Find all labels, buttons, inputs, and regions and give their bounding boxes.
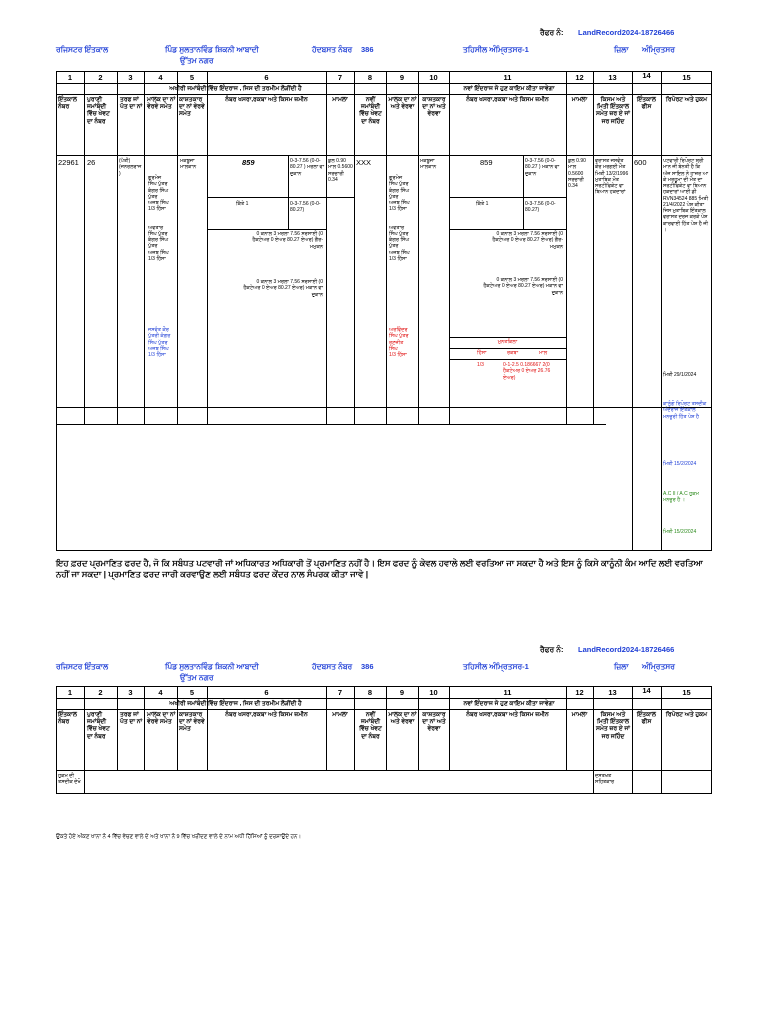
new-area-entry-2: 0-3-7.56 (0-0-80.27) <box>525 201 556 214</box>
hadbast-label: ਹੱਦਬਸਤ ਨੰਬਰ <box>312 45 353 54</box>
officer-order-date: ਮਿਤੀ 15/2/2024 <box>663 529 697 535</box>
new-khasra-number: 859 <box>480 158 493 167</box>
col-num: 12 <box>575 73 584 82</box>
col-num: 1 <box>67 73 73 82</box>
transfer-area: 0-1-2.5 0.186667 2(0 ਹੈਕਟੇਅਰ 0 ਏਅਰ 26.76 ਏਅਰ) <box>503 362 551 381</box>
header-taraf: ਤਰਫ ਜਾਂ ਪੱਤ ਦਾ ਨਾਂ <box>120 97 143 111</box>
header-mutation-type: ਕਿਸਮ ਅਤੇ ਮਿਤੀ ਇੰਤਕਾਲ ਸਮੇਤ ਜ਼ਰ ਏ ਜਾਂ ਜਰ ਜਹਿੰਦ <box>595 97 631 125</box>
col-num: 7 <box>337 688 343 697</box>
header-cultivator: ਕਾਸ਼ਤਕਾਰ ਦਾ ਨਾਂ ਵੇਰਵੇ ਸਮੇਤ <box>179 97 205 118</box>
new-owner-list-red: ਅਰਵਿੰਦਰ ਸਿੰਘ ਪੁੱਤਰ ਰਣਜੀਤ ਸਿੰਘ 1/3 ਹਿੱਸਾ <box>389 327 409 358</box>
header-khasra: ਨੰਬਰ ਖਸਰਾ,ਰਕਬਾ ਅਤੇ ਕਿਸਮ ਜ਼ਮੀਨ <box>225 712 308 718</box>
header-fee: ਇੰਤਕਾਲ ਫੀਸ <box>637 712 656 726</box>
new-cultivator-value: ਮਕਬੂਜਾ ਮਾਲਕਾਨ <box>420 158 437 171</box>
section-old-entry: ਅਖੀਰੀ ਜਮਾਂਬੰਦੀ ਵਿੱਚ ਇੰਦਰਾਜ , ਜਿਸ ਦੀ ਤਰਮੀਮ ਲੋੜੀਂਦੀ ਹੈ <box>169 86 302 92</box>
ref-label: ਰੈਫਰ ਨੰ: <box>540 28 564 37</box>
transfer-head-revenue: ਮਾਲ <box>539 350 548 356</box>
col-num: 10 <box>429 688 438 697</box>
col-num: 4 <box>158 73 163 82</box>
ref-value-2: LandRecord2024-18726466 <box>578 645 675 654</box>
new-area-summary-2: 0 ਕਨਾਲ 3 ਮਰਲਾ 7.56 ਸਰਸਾਈ (0 ਹੈਕਟੇਅਰ 0 ਏਅਰ 80.27 ਏਅਰ) ਮਕਾਨ ਵਾ ਦੁਕਾਨ <box>483 277 563 296</box>
new-area-entry-1: 0-3-7.56 (0-0-80.27 ) ਮਕਾਨ ਵਾ ਦੁਕਾਨ <box>525 158 560 177</box>
col-num: 13 <box>608 73 617 82</box>
new-khewat-number: XXX <box>356 158 372 167</box>
section-new-entry: ਨਵਾਂ ਇੰਦਰਾਜ ਜੋ ਹੁਣ ਕਾਇਮ ਕੀਤਾ ਜਾਵੇਗਾ <box>463 701 555 707</box>
new-owner-list: ਗੁਰਮੇਜ ਸਿੰਘ ਪੁੱਤਰ ਕੰਗਰ ਸਿੰਘ ਪੁੱਤਰ ਅਜਬ ਸਿੰਘ 1/3 ਹਿੱਸਾ ਅਵਤਾਰ ਸਿੰਘ ਪੁੱਤਰ ਕੰਗਰ ਸਿੰਘ ਪੁੱਤਰ ਅਜਬ ਸਿੰਘ 1/3 ਹਿੱਸਾ <box>389 175 410 262</box>
header-mutation-no: ਇੰਤਕਾਲ ਨੰਬਰ <box>58 97 77 111</box>
ref-value: LandRecord2024-18726466 <box>578 28 675 37</box>
disclaimer-note: ਇਹ ਫ਼ਰਦ ਪ੍ਰਮਾਣਿਤ ਫਰਦ ਹੈ, ਜੋ ਕਿ ਸਬੰਧਤ ਪਟਵਾਰੀ ਜਾਂ ਅਧਿਕਾਰਤ ਅਧਿਕਾਰੀ ਤੋਂ ਪ੍ਰਮਾਣਿਤ ਨਹੀਂ ਹੈ। ਇਸ ਫਰਦ ਨੂੰ ਕੇਵਲ ਹਵਾਲੇ ਲਈ ਵਰਤਿਆ ਜਾ ਸਕਦਾ ਹੈ ਅਤੇ ਇਸ ਨੂੰ ਕਿਸੇ ਕਾਨੂੰਨੀ ਕੰਮ ਆਦਿ ਲਈ ਵਰਤਿਆ ਨਹੀਂ ਜਾ ਸਕਦਾ | ਪ੍ਰਮਾਣਿਤ ਫਰਦ ਜਾਰੀ ਕਰਵਾਉਣ ਲਈ ਸਬੰਧਤ ਫਰਦ ਕੇਂਦਰ ਨਾਲ ਸੰਪਰਕ ਕੀਤਾ ਜਾਵੇ | <box>56 558 703 580</box>
header-report: ਰਿਪੋਰਟ ਅਤੇ ਹੁਕਮ <box>665 712 708 718</box>
col-num: 11 <box>503 73 512 82</box>
col-num: 15 <box>682 688 691 697</box>
header-new-khasra: ਨੰਬਰ ਖਸਰਾ,ਰਕਬਾ ਅਤੇ ਕਿਸਮ ਜ਼ਮੀਨ <box>466 712 549 718</box>
officer-order: A.C II / A.C ਹੁਕਮ ਮਨਜ਼ੂਰ ਹੈ । <box>663 491 699 504</box>
header-new-owner: ਮਾਲਕ ਦਾ ਨਾਂ ਅਤੇ ਵੇਰਵਾ <box>388 97 417 111</box>
col-num: 3 <box>128 73 133 82</box>
col-num: 12 <box>575 688 584 697</box>
kanungo-report: ਕਾਨੂੰਗੋ ਰਿਪੋਰਟ ਤਸਦੀਕ ਅੰਦਰਾਜ ਇੰਤਕਾਲ ਮਨਜ਼ੂਰੀ ਹਿੱਤ ਪੇਸ਼ ਹੈ <box>663 401 707 420</box>
header-new-cultivator: ਕਾਸ਼ਤਕਾਰ ਦਾ ਨਾਂ ਅਤੇ ਵੇਰਵਾ <box>422 97 446 118</box>
new-kita-count: ਕਿੱਤੇ 1 <box>476 201 489 207</box>
col-num: 9 <box>399 688 405 697</box>
transfer-box <box>449 337 566 407</box>
col-num: 8 <box>367 688 373 697</box>
col-num: 10 <box>429 73 438 82</box>
new-area-summary-1: 0 ਕਨਾਲ 3 ਮਰਲਾ 7.56 ਸਰਸਾਈ (0 ਹੈਕਟੇਅਰ 0 ਏਅਰ 80.27 ਏਅਰ) ਗੈਰ-ਮਮੁਕਨ <box>492 231 563 250</box>
header-khasra: ਨੰਬਰ ਖਸਰਾ,ਰਕਬਾ ਅਤੇ ਕਿਸਮ ਜ਼ਮੀਨ <box>225 97 308 103</box>
col-num: 6 <box>264 688 269 697</box>
owner-list: ਗੁਰਮੇਜ ਸਿੰਘ ਪੁੱਤਰ ਕੰਗਰ ਸਿੰਘ ਪੁੱਤਰ ਅਜਬ ਸਿੰਘ 1/3 ਹਿੱਸਾ ਅਵਤਾਰ ਸਿੰਘ ਪੁੱਤਰ ਕੰਗਰ ਸਿੰਘ ਪੁੱਤਰ ਅਜਬ ਸਿੰਘ 1/3 ਹਿੱਸਾ <box>148 175 169 262</box>
section-new-entry: ਨਵਾਂ ਇੰਦਰਾਜ ਜੋ ਹੁਣ ਕਾਇਮ ਕੀਤਾ ਜਾਵੇਗਾ <box>463 86 555 92</box>
cultivator-value: ਮਕਬੂਜਾ ਮਾਲਕਾਨ <box>180 158 197 171</box>
header-owner: ਮਾਲਕ ਦਾ ਨਾਂ ਵੇਰਵੇ ਸਮੇਤ <box>147 97 176 111</box>
kanungo-report-date: ਮਿਤੀ 15/2/2024 <box>663 461 697 467</box>
hadbast-label-2: ਹੱਦਬਸਤ ਨੰਬਰ <box>312 662 353 671</box>
col-num: 8 <box>367 73 373 82</box>
header-revenue: ਮਾਮਲਾ <box>332 712 348 718</box>
sub-village-2: ਉੱਤਮ ਨਗਰ <box>180 673 214 682</box>
header-new-khewat: ਨਵੀਂ ਜਮਾਂਬੰਦੀ ਵਿੱਚ ਖੇਵਟ ਦਾ ਨੰਬਰ <box>359 97 382 125</box>
area-entry-2: 0-3-7.56 (0-0-80.27) <box>290 201 321 214</box>
district-value-2: ਅੰਮ੍ਰਿਤਸਰ <box>642 662 675 671</box>
section-old-entry: ਅਖੀਰੀ ਜਮਾਂਬੰਦੀ ਵਿੱਚ ਇੰਦਰਾਜ , ਜਿਸ ਦੀ ਤਰਮੀਮ ਲੋੜੀਂਦੀ ਹੈ <box>169 701 302 707</box>
old-khewat-number: 26 <box>87 158 96 167</box>
header-mutation-type: ਕਿਸਮ ਅਤੇ ਮਿਤੀ ਇੰਤਕਾਲ ਸਮੇਤ ਜ਼ਰ ਏ ਜਾਂ ਜਰ ਜਹਿੰਦ <box>595 712 631 740</box>
district-label: ਜ਼ਿਲਾ <box>614 45 629 54</box>
page2-note: ਉਕਤੇ ਹੋਏ ਅੰਕਣ ਖਾਨਾ ਨੰ 4 ਵਿੱਚ ਵੇਚਣ ਵਾਲੇ ਦੇ ਅਤੇ ਖਾਨਾ ਨੰ 9 ਵਿੱਚ ਖਰੀਦਣ ਵਾਲੇ ਦੇ ਨਾਮ ਅਧੀ ਹਿੱਸਿਆਂ ਨੂੰ ਦਰਸ਼ਾਉਂਦੇ ਹਨ। <box>56 834 302 840</box>
mutation-fee: 600 <box>634 158 647 167</box>
khasra-number: 859 <box>242 158 255 167</box>
register-label: ਰਜਿਸਟਰ ਇੰਤਕਾਲ <box>56 45 109 54</box>
kita-count: ਕਿੱਤੇ 1 <box>236 201 249 207</box>
header-old-khewat: ਪੁਰਾਣੀ ਜਮਾਂਬੰਦੀ ਵਿੱਚ ਖੇਵਟ ਦਾ ਨੰਬਰ <box>87 712 110 740</box>
col-num: 14 <box>642 686 651 695</box>
header-new-revenue: ਮਾਮਲਾ <box>571 712 588 718</box>
taraf-value: (ਪੱਤੀ) (ਜਨਰਲਰਾਜ ) <box>119 158 142 177</box>
header-old-khewat: ਪੁਰਾਣੀ ਜਮਾਂਬੰਦੀ ਵਿੱਚ ਖੇਵਟ ਦਾ ਨੰਬਰ <box>87 97 110 125</box>
mutation-table <box>56 71 712 551</box>
hadbast-value: 386 <box>361 45 374 54</box>
transfer-head-area: ਰਕਬਾ <box>507 350 519 356</box>
header-mutation-no: ਇੰਤਕਾਲ ਨੰਬਰ <box>58 712 77 726</box>
area-entry-1: 0-3-7.56 (0-0-80.27 ) ਮਰਲਾ ਵਾ ਦੁਕਾਨ <box>290 158 325 177</box>
col-num: 15 <box>682 73 691 82</box>
header-report: ਰਿਪੋਰਟ ਅਤੇ ਹੁਕਮ <box>665 97 708 103</box>
header-new-cultivator: ਕਾਸ਼ਤਕਾਰ ਦਾ ਨਾਂ ਅਤੇ ਵੇਰਵਾ <box>422 712 446 733</box>
owner-list-blue: ਜਸਵੰਤ ਕੌਰ ਪੁੱਤਰੀ ਕੰਗਰ ਸਿੰਘ ਪੁੱਤਰ ਅਜਬ ਸਿੰਘ 1/3 ਹਿੱਸਾ <box>148 327 171 358</box>
hadbast-value-2: 386 <box>361 662 374 671</box>
header-new-khewat: ਨਵੀਂ ਜਮਾਂਬੰਦੀ ਵਿੱਚ ਖੇਵਟ ਦਾ ਨੰਬਰ <box>359 712 382 740</box>
mutation-number: 22961 <box>58 158 79 167</box>
patwari-report: ਪਟਵਾਰੀ ਰਿਪੋਰਟ ਸ਼੍ਰੀ ਮਾਨ ਜੀ ਬੇਨਤੀ ਹੈ ਕਿ ਅੱਜ ਸਾਇਲ ਨੇ ਹਾਜ਼ਰ ਆ ਕੇ ਮਰਹੂਮਾ ਦੀ ਮੌਤ ਦਾ ਸਰਟੀਫਿਕੇਟ ਵਾ ਬਿਆਨ ਹਕਦਾਰਾਂ ਆਈ ਡੀ RVN34524 885 ਮਿਤੀ 21/4/2022 ਪੇਸ਼ ਕੀਤਾ ਜਿਸ ਮੁਤਾਬਿਕ ਇੰਤਕਾਲ ਵਰਾਸਤ ਦਰਜ ਕਰਕੇ ਪੇਸ਼ ਕਾਰਵਾਈ ਹਿੱਤ ਪੇਸ਼ ਹੈ ਜੀ । <box>663 158 709 233</box>
header-new-khasra: ਨੰਬਰ ਖਸਰਾ,ਰਕਬਾ ਅਤੇ ਕਿਸਮ ਜ਼ਮੀਨ <box>466 97 549 103</box>
col-num: 2 <box>98 688 103 697</box>
ref-label-2: ਰੈਫਰ ਨੰ: <box>540 645 564 654</box>
village-name: ਪਿੰਡ ਸੁਲਤਾਨਵਿੰਡ ਸ਼ਿਕਨੀ ਆਬਾਦੀ <box>165 45 259 54</box>
mutation-table-2 <box>56 686 712 794</box>
transfer-share: 1/3 <box>477 362 484 368</box>
col-num: 2 <box>98 73 103 82</box>
col-num: 1 <box>67 688 73 697</box>
mutation-type: ਵਰਾਸਤ ਜਸਵੰਤ ਕੌਰ ਮਰਗਈ ਮੌਤ ਮਿਤੀ 13/2/1996 ਮੁਤਾਬਿਕ ਮੌਤ ਸਰਟੀਫਿਕੇਟ ਵਾ ਬਿਆਨ ਹਕਦਾਰਾਂ <box>595 158 629 196</box>
transfer-title: ਮੁਨਤਕਿਲਾ <box>497 339 518 345</box>
col-num: 11 <box>503 688 512 697</box>
col-num: 3 <box>128 688 133 697</box>
col-num: 13 <box>608 688 617 697</box>
col-num: 5 <box>189 688 195 697</box>
register-label-2: ਰਜਿਸਟਰ ਇੰਤਕਾਲ <box>56 662 109 671</box>
col-num: 14 <box>642 71 651 80</box>
order-verification-label: ਹੁਕਮ ਦੀ ਤਸਦੀਕ ਦੇਖੋ <box>58 773 81 786</box>
header-fee: ਇੰਤਕਾਲ ਫੀਸ <box>637 97 656 111</box>
transfer-head-share: ਹਿੱਸਾ <box>477 350 487 356</box>
tehsil-2: ਤਹਿਸੀਲ ਅੰਮ੍ਰਿਤਸਰ-1 <box>463 662 529 671</box>
village-name-2: ਪਿੰਡ ਸੁਲਤਾਨਵਿੰਡ ਸ਼ਿਕਨੀ ਆਬਾਦੀ <box>165 662 259 671</box>
district-label-2: ਜ਼ਿਲਾ <box>614 662 629 671</box>
tehsil: ਤਹਿਸੀਲ ਅੰਮ੍ਰਿਤਸਰ-1 <box>463 45 529 54</box>
area-summary-2: 0 ਕਨਾਲ 3 ਮਰਲਾ 7.56 ਸਰਸਾਈ (0 ਹੈਕਟੇਅਰ 0 ਏਅਰ 80.27 ਏਅਰ) ਮਕਾਨ ਵਾ ਦੁਕਾਨ <box>243 279 323 298</box>
header-cultivator: ਕਾਸ਼ਤਕਾਰ ਦਾ ਨਾਂ ਵੇਰਵੇ ਸਮੇਤ <box>179 712 205 733</box>
col-num: 7 <box>337 73 343 82</box>
revenue-value: ਕੁਲ 0.90 ਮਾਲ 0.5600 ਸਰਚਾਰੀ 0.34 <box>328 158 353 183</box>
signature-label: ਦਸਤਖਤ ਸਹਿਤਕਾਰ <box>595 773 615 786</box>
col-num: 6 <box>264 73 269 82</box>
header-taraf: ਤਰਫ ਜਾਂ ਪੱਤ ਦਾ ਨਾਂ <box>120 712 143 726</box>
sub-village: ਉੱਤਮ ਨਗਰ <box>180 56 214 65</box>
col-num: 5 <box>189 73 195 82</box>
header-new-revenue: ਮਾਮਲਾ <box>571 97 588 103</box>
header-owner: ਮਾਲਕ ਦਾ ਨਾਂ ਵੇਰਵੇ ਸਮੇਤ <box>147 712 176 726</box>
header-new-owner: ਮਾਲਕ ਦਾ ਨਾਂ ਅਤੇ ਵੇਰਵਾ <box>388 712 417 726</box>
header-revenue: ਮਾਮਲਾ <box>332 97 348 103</box>
new-revenue-value: ਕੁਲ 0.90 ਮਾਲ 0.5600 ਸਰਚਾਰੀ 0.34 <box>568 158 586 189</box>
col-num: 4 <box>158 688 163 697</box>
district-value: ਅੰਮ੍ਰਿਤਸਰ <box>642 45 675 54</box>
patwari-report-date: ਮਿਤੀ 29/1/2024 <box>663 372 697 378</box>
col-num: 9 <box>399 73 405 82</box>
area-summary-1: 0 ਕਨਾਲ 3 ਮਰਲਾ 7.56 ਸਰਸਾਈ (0 ਹੈਕਟੇਅਰ 0 ਏਅਰ 80.27 ਏਅਰ) ਗੈਰ-ਮਮੁਕਨ <box>252 231 323 250</box>
